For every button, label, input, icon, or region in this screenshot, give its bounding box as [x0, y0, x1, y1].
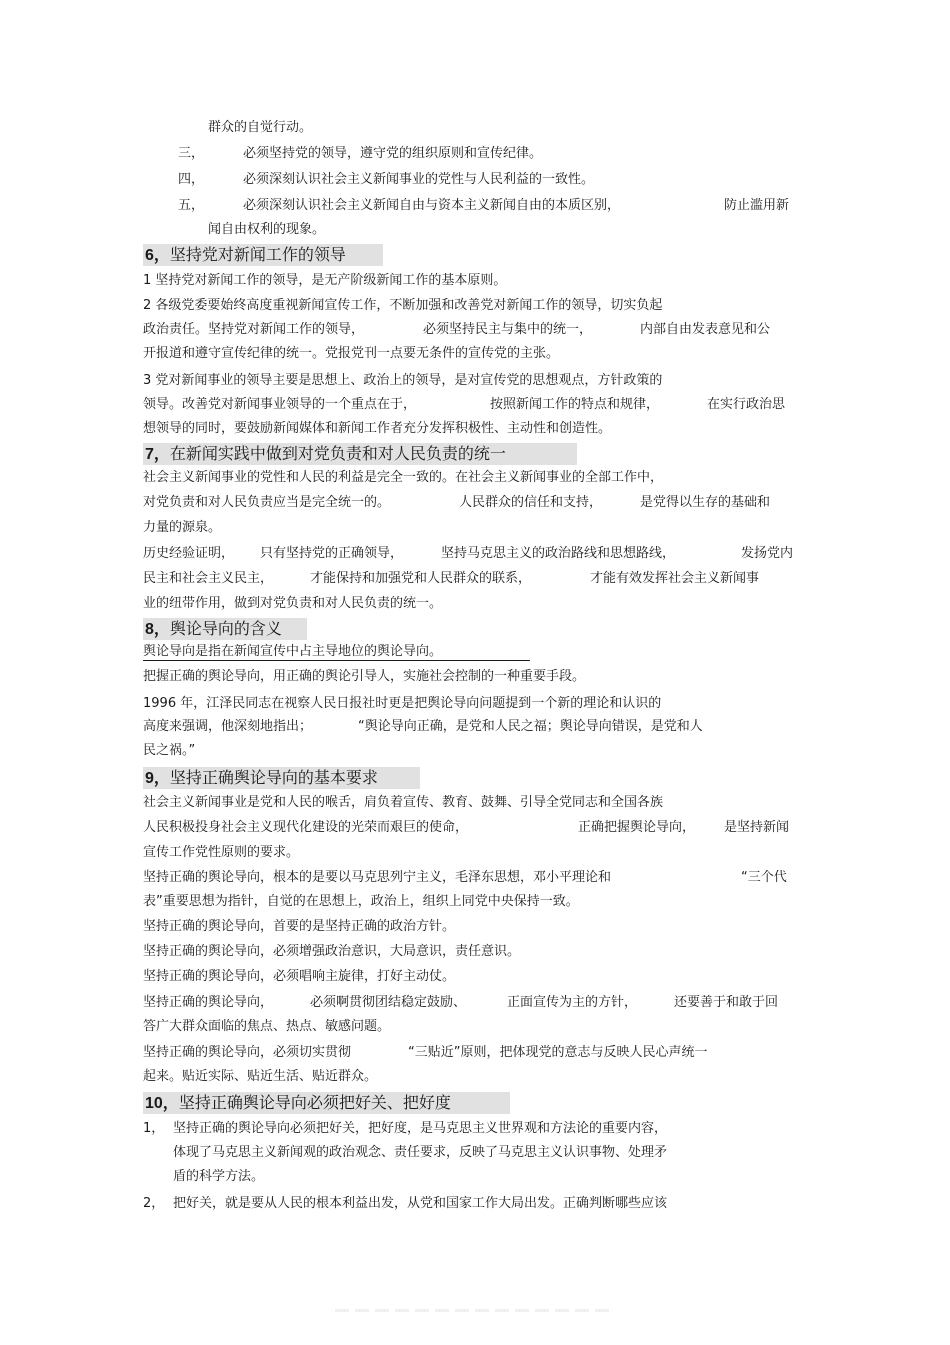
- text-line: 防止滥用新: [724, 198, 790, 213]
- text-line: 2 各级党委要始终高度重视新闻宣传工作，不断加强和改善党对新闻工作的领导，切实负起: [143, 298, 663, 313]
- text-line: 1 坚持党对新闻工作的领导，是无产阶级新闻工作的基本原则。: [143, 273, 507, 288]
- text-line: 内部自由发表意见和公: [640, 322, 771, 337]
- section-number: 7，: [145, 446, 170, 463]
- text-line: 坚持正确的舆论导向，根本的是要以马克思列宁主义，毛泽东思想，邓小平理论和: [143, 870, 612, 885]
- text-line: 对党负责和对人民负责应当是完全统一的。: [143, 495, 391, 510]
- text-line: 是坚持新闻: [724, 820, 790, 835]
- text-line: 舆论导向是指在新闻宣传中占主导地位的舆论导向。: [143, 644, 530, 661]
- text-line: “舆论导向正确，是党和人民之福；舆论导向错误，是党和人: [358, 719, 703, 734]
- section-heading: [143, 767, 420, 789]
- text-line: 坚持马克思主义的政治路线和思想路线，: [441, 546, 676, 561]
- text-line: 群众的自觉行动。: [208, 120, 313, 135]
- text-line: 正面宣传为主的方针，: [507, 995, 638, 1010]
- text-line: 政治责任。坚持党对新闻工作的领导，: [143, 322, 365, 337]
- list-number: 2，: [143, 1196, 165, 1211]
- text-line: 开报道和遵守宣传纪律的统一。党报党刊一点要无条件的宣传党的主张。: [143, 346, 560, 361]
- section-title: 在新闻实践中做到对党负责和对人民负责的统一: [169, 444, 506, 463]
- text-line: 宣传工作党性原则的要求。: [143, 845, 300, 860]
- text-line: 必须深刻认识社会主义新闻自由与资本主义新闻自由的本质区别，: [243, 198, 621, 213]
- text-line: 民之祸。”: [143, 743, 196, 758]
- text-line: 只有坚持党的正确领导，: [260, 546, 404, 561]
- text-line: 社会主义新闻事业是党和人民的喉舌，肩负着宣传、教育、鼓舞、引导全党同志和全国各族: [143, 795, 664, 810]
- text-line: 是党得以生存的基础和: [640, 495, 771, 510]
- list-number: 五，: [178, 198, 205, 213]
- text-line: 还要善于和敢于回: [674, 995, 779, 1010]
- section-number: 10，: [145, 1095, 179, 1112]
- text-line: “三个代: [741, 870, 787, 885]
- section-title: 坚持党对新闻工作的领导: [169, 245, 346, 264]
- text-line: 人民积极投身社会主义现代化建设的光荣而艰巨的使命，: [143, 820, 469, 835]
- section-title: 坚持正确舆论导向的基本要求: [169, 768, 378, 787]
- text-line: 领导。改善党对新闻事业领导的一个重点在于，: [143, 397, 417, 412]
- text-line: 业的纽带作用，做到对党负责和对人民负责的统一。: [143, 596, 443, 611]
- list-number: 1，: [143, 1121, 165, 1136]
- text-line: 力量的源泉。: [143, 520, 222, 535]
- text-line: 历史经验证明，: [143, 546, 235, 561]
- text-line: 发扬党内: [741, 546, 794, 561]
- text-line: 表”重要思想为指针，自觉的在思想上，政治上，组织上同党中央保持一致。: [143, 894, 579, 909]
- text-line: 坚持正确的舆论导向，必须切实贯彻: [143, 1045, 352, 1060]
- text-line: 正确把握舆论导向，: [578, 820, 696, 835]
- text-line: 想领导的同时，要鼓励新闻媒体和新闻工作者充分发挥积极性、主动性和创造性。: [143, 421, 612, 436]
- text-line: 3 党对新闻事业的领导主要是思想上、政治上的领导，是对宣传党的思想观点，方针政策的: [143, 373, 663, 388]
- text-line: 坚持正确的舆论导向，必须唱响主旋律，打好主动仗。: [143, 969, 456, 984]
- text-line: 社会主义新闻事业的党性和人民的利益是完全一致的。在社会主义新闻事业的全部工作中，: [143, 470, 664, 485]
- section-number: 6，: [145, 247, 170, 264]
- text-line: 必须坚持民主与集中的统一，: [423, 322, 593, 337]
- section-title: 舆论导向的含义: [169, 619, 282, 638]
- text-line: 1996 年，江泽民同志在视察人民日报社时更是把舆论导向问题提到一个新的理论和认识的: [143, 696, 662, 711]
- text-line: 必须坚持党的领导，遵守党的组织原则和宣传纪律。: [243, 146, 543, 161]
- text-line: 才能有效发挥社会主义新闻事: [590, 571, 760, 586]
- text-line: 民主和社会主义民主，: [143, 571, 274, 586]
- section-heading: [143, 443, 577, 465]
- list-number: 四，: [178, 172, 205, 187]
- text-line: 体现了马克思主义新闻观的政治观念、责任要求，反映了马克思主义认识事物、处理矛: [173, 1145, 668, 1160]
- text-line: 坚持正确的舆论导向必须把好关，把好度，是马克思主义世界观和方法论的重要内容，: [173, 1121, 668, 1136]
- text-line: 坚持正确的舆论导向，首要的是坚持正确的政治方针。: [143, 919, 456, 934]
- section-heading: [143, 1092, 510, 1114]
- text-line: 必须啊贯彻团结稳定鼓励、: [310, 995, 467, 1010]
- section-number: 9，: [145, 770, 170, 787]
- text-line: “三贴近”原则，把体现党的意志与反映人民心声统一: [408, 1045, 708, 1060]
- text-line: 按照新闻工作的特点和规律，: [490, 397, 660, 412]
- text-line: 高度来强调，他深刻地指出；: [143, 719, 313, 734]
- section-heading: [143, 244, 383, 266]
- text-line: 盾的科学方法。: [173, 1169, 265, 1184]
- text-line: 把握正确的舆论导向，用正确的舆论引导人，实施社会控制的一种重要手段。: [143, 669, 586, 684]
- page-footer-mark: [335, 1309, 615, 1312]
- section-number: 8，: [145, 621, 170, 638]
- text-line: 才能保持和加强党和人民群众的联系，: [310, 571, 532, 586]
- text-line: 人民群众的信任和支持，: [459, 495, 603, 510]
- text-line: 坚持正确的舆论导向，: [143, 995, 274, 1010]
- text-line: 答广大群众面临的焦点、热点、敏感问题。: [143, 1019, 391, 1034]
- text-line: 闻自由权利的现象。: [208, 222, 326, 237]
- text-line: 把好关，就是要从人民的根本利益出发，从党和国家工作大局出发。正确判断哪些应该: [173, 1196, 668, 1211]
- section-title: 坚持正确舆论导向必须把好关、把好度: [178, 1093, 451, 1112]
- section-heading: [143, 618, 307, 640]
- text-line: 在实行政治思: [707, 397, 786, 412]
- text-line: 坚持正确的舆论导向，必须增强政治意识，大局意识，责任意识。: [143, 944, 521, 959]
- list-number: 三，: [178, 146, 205, 161]
- text-line: 起来。贴近实际、贴近生活、贴近群众。: [143, 1069, 378, 1084]
- text-line: 必须深刻认识社会主义新闻事业的党性与人民利益的一致性。: [243, 172, 595, 187]
